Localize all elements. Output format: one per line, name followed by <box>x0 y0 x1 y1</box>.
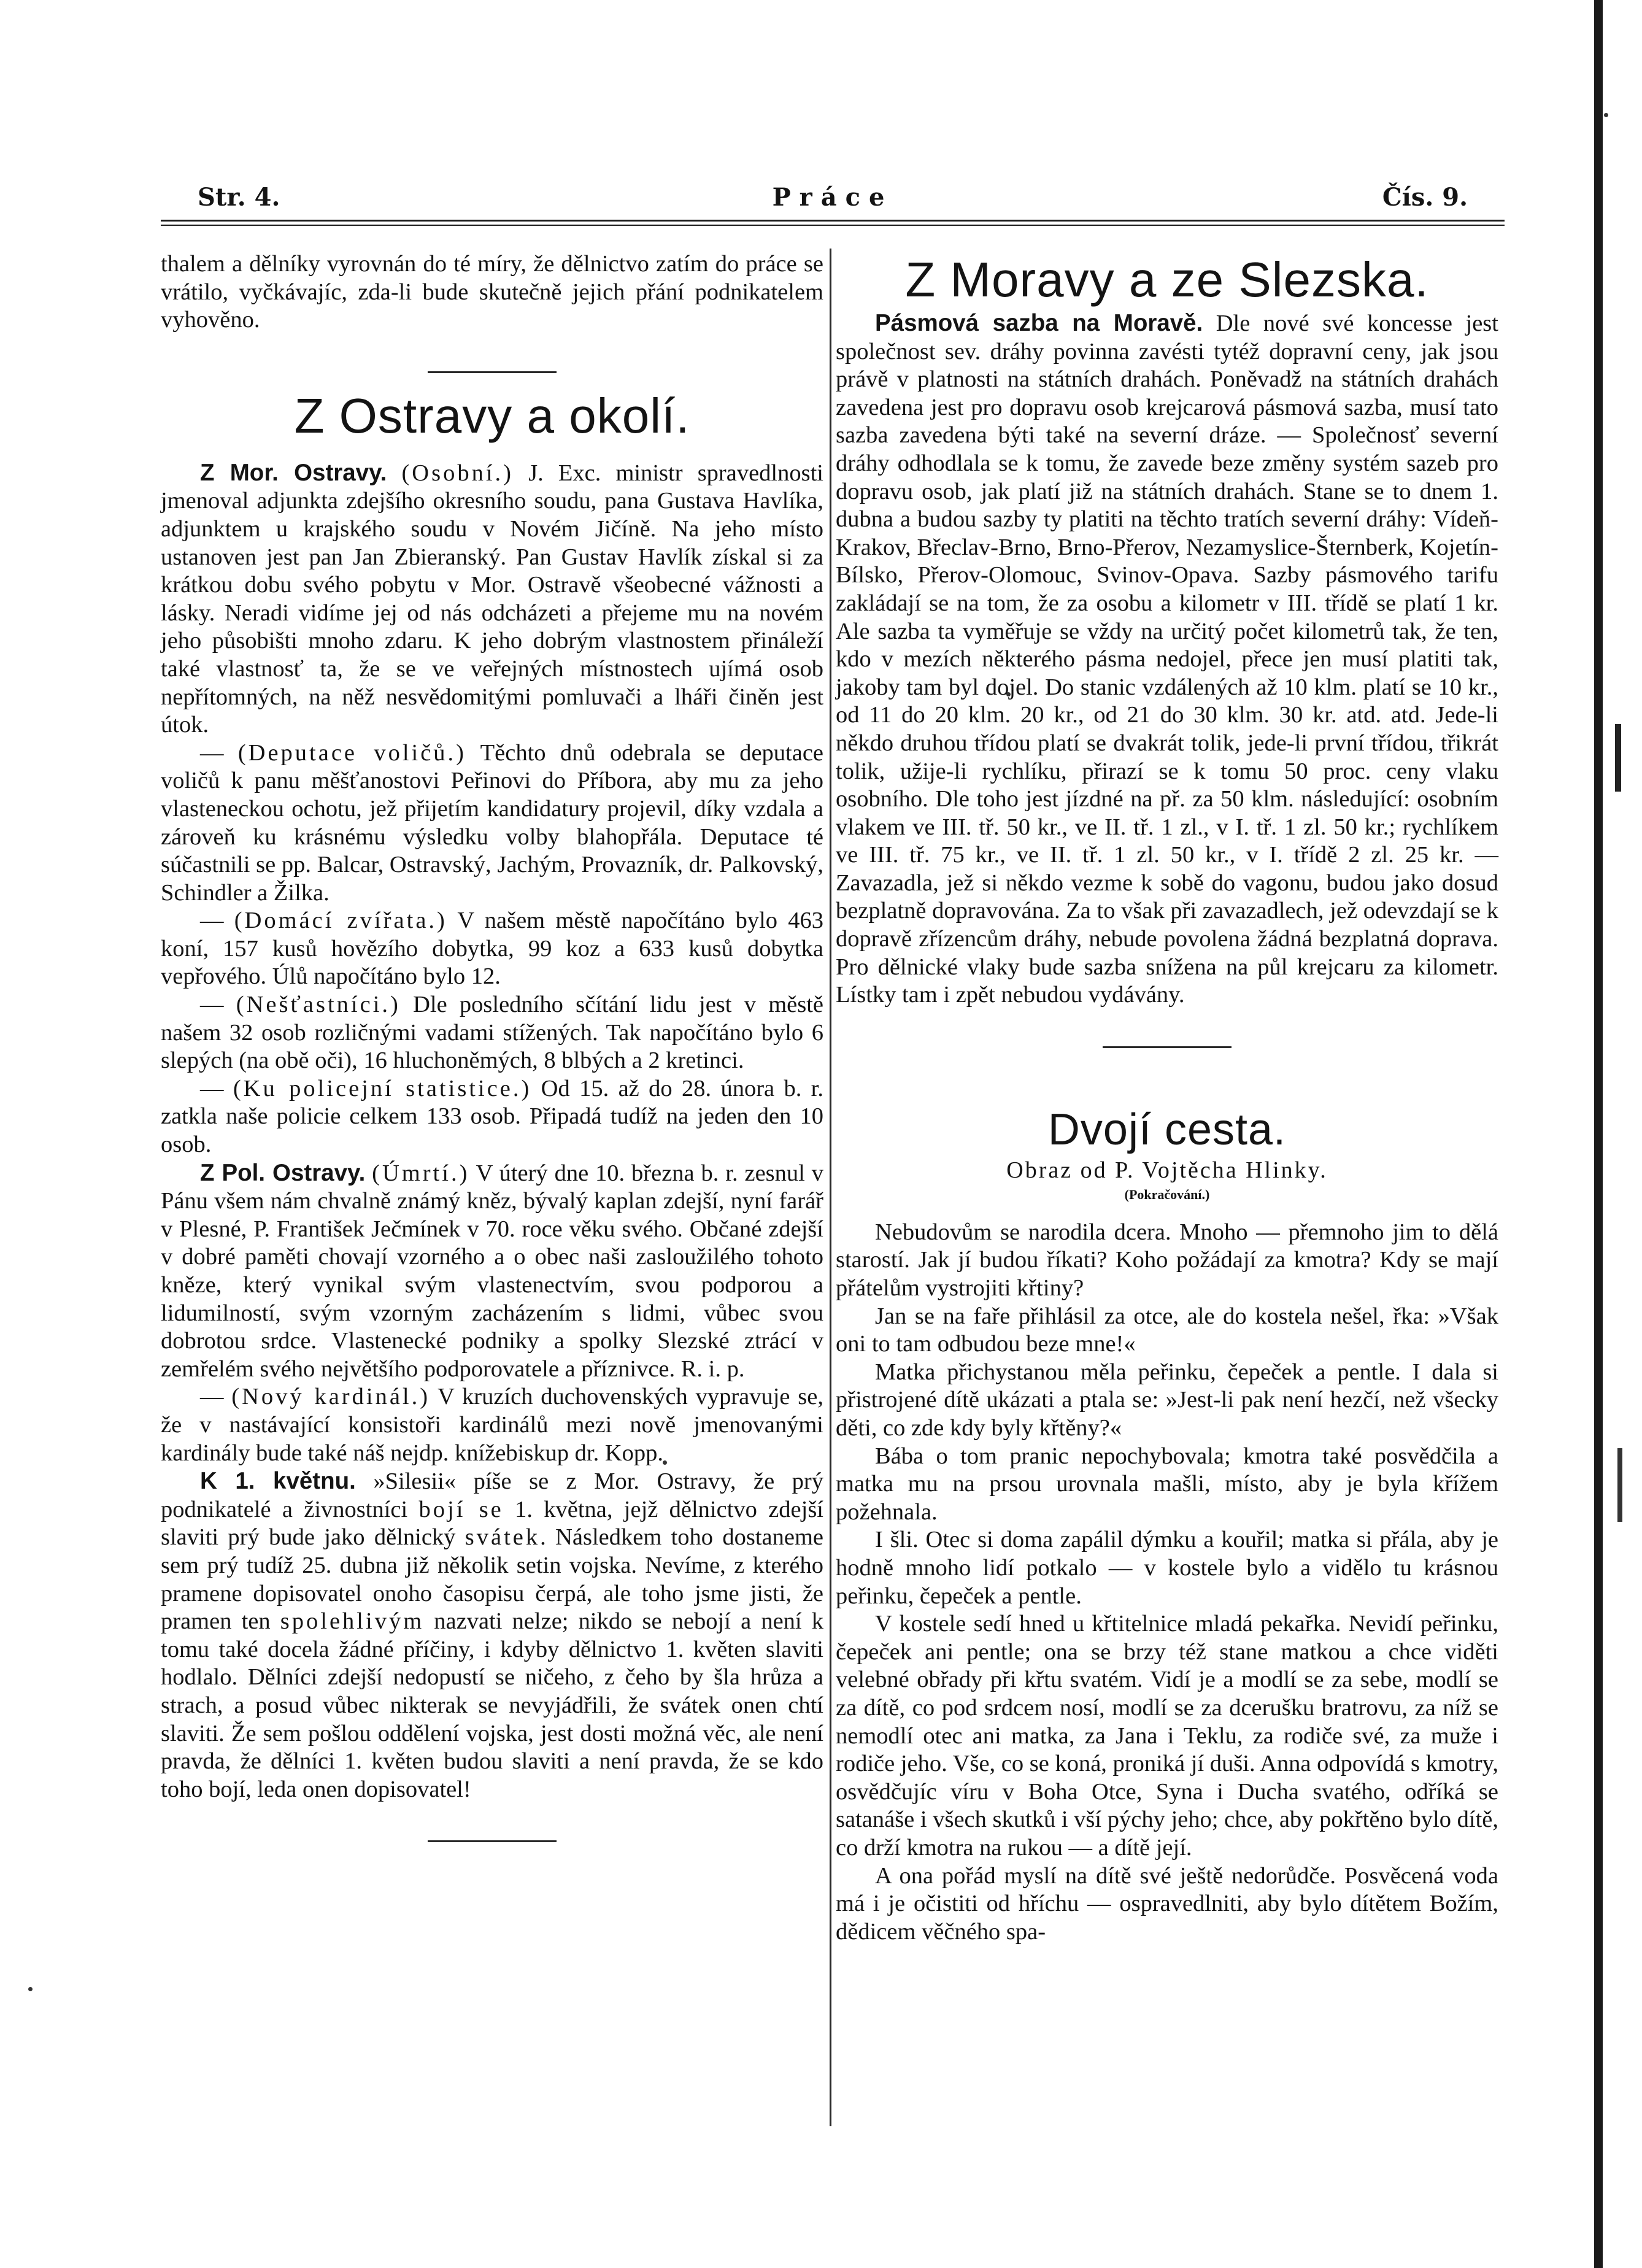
issue-number: Čís. 9. <box>1382 183 1468 212</box>
right-column <box>836 250 1498 1946</box>
section-heading: Z Ostravy a okolí. <box>294 388 690 443</box>
item-tag: (Ku policejní statistice.) <box>233 1075 532 1101</box>
item-text: nazvati nelze; nikdo se nebojí a není k tomu také docela žádné příčiny, i kdyby dělnictvo 1. květen slaviti hodlalo. Dělníci zdejší nedopustí se ničeho, z čeho by šla hrůza a strach, a posud vůbec nikterak se nevyjádřili, že svátek onen chtí slaviti. Že sem pošlou oddělení vojska, jest dosti možná věc, ale není pravda, že dělníci 1. květen budou slaviti a není pravda, že se kdo toho bojí, leda onen dopisovatel! <box>161 1608 824 1802</box>
news-item-kveten <box>161 1467 823 1803</box>
story-paragraph: Jan se na faře přihlásil za otce, ale do kostela nešel, řka: »Však oni to tam odbudou beze mne!« <box>836 1303 1498 1357</box>
item-text: . Následkem toho dostaneme sem prý tudíž 25. dubna již několik setin vojska. Nevíme, z kterého pramene dopisovatel onoho časopisu čerpá, ale toho jsme jisti, že pramen ten <box>161 1524 824 1635</box>
left-column <box>161 250 823 1842</box>
news-item-umrti <box>161 1159 823 1384</box>
story-title: Dvojí cesta. <box>1047 1105 1287 1154</box>
item-text: Těchto dnů odebrala se deputace voličů k panu měšťanostovi Peřinovi do Příbora, aby mu za jeho vlasteneckou ochotu, jež přijetím kandidatury projevil, díky vzdala a zároveň ku krásnému výsledku volby blahopřála. Deputace té súčastnili se pp. Balcar, Ostravský, Jachým, Provazník, dr. Palkovský, Schindler a Žilka. <box>161 739 823 906</box>
header-rule <box>161 220 1505 222</box>
story-paragraph: V kostele sedí hned u křtitelnice mladá pekařka. Nevidí peřinku, čepeček ani pentle; ona se brzy též stane matkou a chce viděti velebné obřady při křtu svatém. Vidí je a modlí se za sebe, modlí se za dítě, co pod srdcem nosí, modlí se za dcerušku bratrovu, za níž se nemodlí otec ani matka, za Jana i Teklu, za rodiče své, za muže i rodiče jeho. Vše, co se koná, proniká jí duši. Anna odpovídá s kmotry, osvědčujíc víru v Boha Otce, Syna i Ducha svatého, odříká se satanáše i všech skutků i vší pýchy jeho; chce, aby pokřtěno bylo dítě, co drží kmotra na rukou — a dítě její. <box>836 1611 1498 1861</box>
item-text: V našem městě napočítáno bylo 463 koní, 157 kusů hovězího dobytka, 99 koz a 633 kusů dobytka vepřového. Úlů napočítáno bylo 12. <box>161 908 824 990</box>
item-lead: Pásmová sazba na Moravě. <box>875 310 1203 336</box>
news-item-kardinal <box>161 1383 823 1467</box>
scan-edge-mark <box>1615 724 1621 792</box>
news-item-statistika <box>161 1075 823 1159</box>
item-dash: — <box>200 739 238 766</box>
item-spaced-text: svátek <box>464 1524 541 1551</box>
story-paragraph: Matka přichystanou měla peřinku, čepeček a pentle. I dala si přistrojené dítě ukázati a ptala se: »Jest-li pak není hezčí, než všecky děti, co zde kdy byly křtěny?« <box>836 1359 1498 1441</box>
scan-border <box>1594 0 1603 2268</box>
item-text: 1. května, jejž dělnictvo zdejší slaviti prý bude jako dělnický <box>161 1496 823 1551</box>
news-item-pasmova <box>836 309 1498 1009</box>
article-continuation: thalem a dělníky vyrovnán do té míry, že dělnictvo zatím do práce se vrátilo, vyčkávajíc, zda-li bude skutečně jejich přání podnikatelem vyhověno. <box>161 251 823 333</box>
page-number: Str. 4. <box>198 183 280 212</box>
item-spaced-text: bojí se <box>418 1496 504 1522</box>
item-text: V úterý dne 10. března b. r. zesnul v Pánu všem nám chvalně známý kněz, bývalý kaplan zdejší, nyní farář v Plesné, P. František Ječmínek v 70. roce věku svého. Občané zdejší v dobré paměti chovají vzorného a o obec naši zasloužilého tohoto kněze, který vynikal svým vlastenectvím, svou podporou a lidumilností, svým vzorným zacházením s lidmi, vůbec svou dobrotou srdce. Vlastenecké podniky a spolky Slezské ztrácí v zemřelém svého největšího podporovatele a příznivce. R. i. p. <box>161 1160 823 1382</box>
news-item-zvirata <box>161 907 823 991</box>
header-rule <box>161 225 1505 226</box>
story-subtitle: Obraz od P. Vojtěcha Hlinky. <box>1006 1157 1328 1183</box>
item-text: V kruzích duchovenských vypravuje se, že v nastávající konsistoři kardinálů mezi nově jmenovanými kardinály bude také náš nejdp. knížebiskup dr. Kopp. <box>161 1384 824 1466</box>
item-tag: (Deputace voličů.) <box>237 739 467 766</box>
story-paragraph: A ona pořád myslí na dítě své ještě nedorůdče. Posvěcená voda má i je očistiti od hříchu — ospravedlniti, aby bylo dítětem Božím, dědicem věčného spa- <box>836 1862 1498 1945</box>
section-end-rule <box>428 1840 557 1842</box>
item-tag: (Nešťastníci.) <box>236 992 401 1018</box>
scan-edge-mark <box>1617 1448 1622 1522</box>
item-text: Od 15. až do 28. února b. r. zatkla naše policie celkem 133 osob. Připadá tudíž na jeden den 10 osob. <box>161 1075 824 1158</box>
news-item-osobni <box>161 459 823 739</box>
scan-speck <box>1604 113 1608 117</box>
item-tag: (Domácí zvířata.) <box>234 908 447 934</box>
item-lead: Z Mor. Ostravy. <box>200 459 387 486</box>
item-lead: Z Pol. Ostravy. <box>200 1159 366 1186</box>
section-heading: Z Moravy a ze Slezska. <box>905 252 1429 307</box>
item-dash: — <box>200 1075 233 1101</box>
item-text: Dle nové své koncesse jest společnost sev. dráhy povinna zavésti tytéž dopravní ceny, jak jsou právě v platnosti na státních drahách. Poněvadž na státních drahách zavedena jest pro dopravu osob krejcarová pásmová sazba, musí tato sazba zavedena býti také na severní dráze. — Společnosť severní dráhy odhodlala se k tomu, že zavede beze změny systém sazeb pro dopravu osob, jak platí již na státních drahách. Stane se to dnem 1. dubna a budou sazby ty platiti na těchto tratích severní dráhy: Vídeň-Krakov, Břeclav-Brno, Brno-Přerov, Nezamyslice-Šternberk, Kojetín-Bílsko, Přerov-Olomouc, Svinov-Opava. Sazby pásmového tarifu zakládají se na tom, že za osobu a kilometr v III. třídě se platí 1 kr. Ale sazba ta vyměřuje se vždy na určitý počet kilometrů tak, že ten, kdo v mezích některého pásma nedojel, přece jen musí platiti tak, jakoby tam byl dojel. Do stanic vzdálených až 10 klm. platí se 10 kr., od 11 do 20 klm. 20 kr., od 21 do 30 klm. 30 kr. atd. atd. Jede-li někdo druhou třídou platí se dvakrát tolik, jede-li první třídou, třikrát tolik, užije-li rychlíku, přirazí se k tomu 50 proc. ceny vlaku osobního. Dle toho jest jízdné na př. za 50 klm. následující: osobním vlakem ve III. tř. 50 kr., ve II. tř. 1 zl., v I. tř. 1 zl. 50 kr.; rychlíkem ve III. tř. 75 kr., ve II. tř. 1 zl. 50 kr., v I. třídě 2 zl. 25 kr. — Zavazadla, jež si někdo vezme k sobě do vagonu, budou jako dosud bezplatně dopravována. Za to však při zavazadlech, jež odevzdají se k dopravě zřízencům dráhy, nebude povolena žádná bezplatná doprava. Pro dělnické vlaky bude sazba snížena na půl krejcaru za kilometr. Lístky tam i zpět nebudou vydávány. <box>836 310 1498 1008</box>
scan-speck <box>28 1987 33 1991</box>
item-text: Dle posledního sčítání lidu jest v městě našem 32 osob rozličnými vadami stížených. Tak napočítáno bylo 6 slepých (na obě oči), 16 hluchoněmých, 8 blbých a 2 kretinci. <box>161 992 823 1074</box>
newspaper-title: Práce <box>772 183 893 212</box>
item-lead: K 1. květnu. <box>200 1468 356 1495</box>
item-tag: (Osobní.) <box>401 460 514 486</box>
column-divider <box>830 249 831 2126</box>
item-text: J. Exc. ministr spravedlnosti jmenoval adjunkta zdejšího okresního soudu, pana Gustava Havlíka, adjunktem u krajského soudu v Novém Jičíně. Na jeho místo ustanoven jest pan Jan Zbieranský. Pan Gustav Havlík získal si za krátkou dobu svého pobytu v Mor. Ostravě všeobecné vážnosti a lásky. Neradi vidíme jej od nás odcházeti a přejeme mu na novém jeho působišti mnoho zdaru. K jeho dobrým vlastnostem přináleží také vlastnosť ta, že se ve veřejných místnostech ujímá osob nepřítomných, na něž nesvědomitými pomluvači a lháři činěn jest útok. <box>161 460 824 738</box>
item-tag: (Nový kardinál.) <box>231 1384 431 1410</box>
news-item-nestastnici <box>161 991 823 1075</box>
story-paragraph: Nebudovům se narodila dcera. Mnoho — přemnoho jim to dělá starostí. Jak jí budou říkati? Koho požádají za kmotra? Kdy se mají přátelům vystrojiti křtiny? <box>836 1219 1498 1302</box>
item-text: »Silesii« píše se z Mor. Ostravy, že prý podnikatelé a živnostníci <box>161 1468 824 1522</box>
item-dash: — <box>200 1384 232 1410</box>
running-header <box>161 176 1505 220</box>
item-dash: — <box>200 992 236 1018</box>
item-dash: — <box>200 908 234 934</box>
news-item-deputace <box>161 739 823 908</box>
item-spaced-text: spolehlivým <box>280 1608 425 1635</box>
story-note: (Pokračování.) <box>1124 1186 1210 1202</box>
item-tag: (Úmrtí.) <box>372 1160 470 1186</box>
story-paragraph: Bába o tom pranic nepochybovala; kmotra také posvědčila a matka mu na prsou urovnala mašli, místo, aby je byla křížem požehnala. <box>836 1443 1498 1525</box>
story-paragraph: I šli. Otec si doma zapálil dýmku a kouřil; matka si přála, aby je hodně mnoho lidí potkalo — v kostele bylo a vidělo tu krásnou peřinku, čepeček a pentle. <box>836 1527 1498 1609</box>
